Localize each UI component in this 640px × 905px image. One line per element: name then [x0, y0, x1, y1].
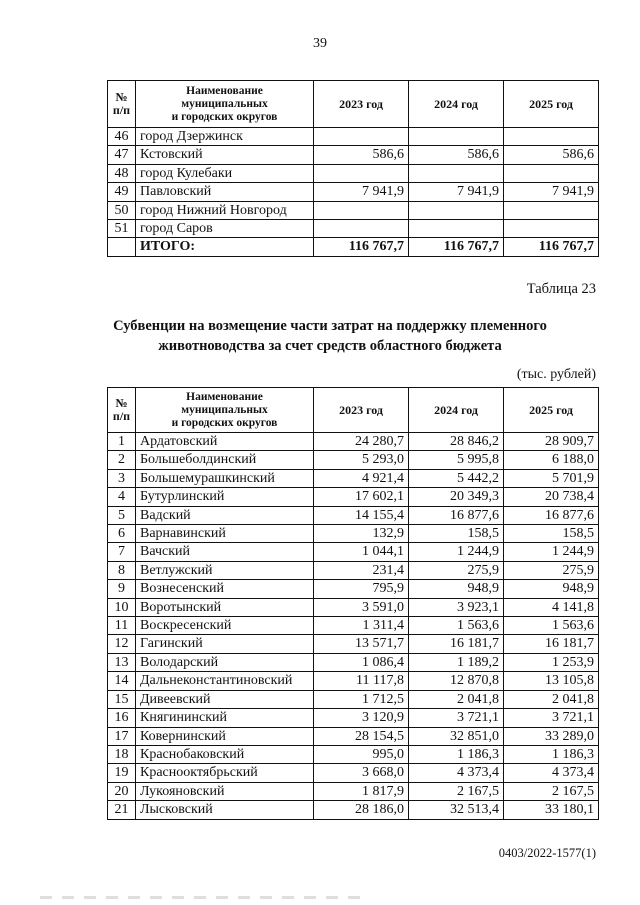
row-name: Вачский [136, 543, 314, 561]
row-value-2023: 1 086,4 [314, 653, 409, 671]
scan-bleed-through [40, 896, 360, 899]
row-value-2023 [314, 164, 409, 182]
row-value-2024: 586,6 [409, 146, 504, 164]
row-number: 1 [108, 433, 136, 451]
row-value-2023: 4 921,4 [314, 469, 409, 487]
table-row [108, 146, 599, 164]
row-value-2024: 2 167,5 [409, 782, 504, 800]
row-value-2024: 20 349,3 [409, 488, 504, 506]
table-header-row [108, 81, 599, 128]
row-number: 15 [108, 690, 136, 708]
header-name-line: и городских округов [171, 110, 278, 123]
row-number: 3 [108, 469, 136, 487]
row-value-2024: 3 923,1 [409, 598, 504, 616]
document-code: 0403/2022-1577(1) [498, 846, 596, 860]
row-value-2025: 28 909,7 [504, 433, 599, 451]
row-value-2024: 1 563,6 [409, 617, 504, 635]
header-name-line: Наименование [186, 390, 263, 403]
row-number: 7 [108, 543, 136, 561]
table-header-row [108, 388, 599, 433]
row-value-2023: 5 293,0 [314, 451, 409, 469]
row-number: 20 [108, 782, 136, 800]
row-name: Ардатовский [136, 433, 314, 451]
row-value-2025: 275,9 [504, 561, 599, 579]
table-row [108, 782, 599, 800]
row-value-2023: 14 155,4 [314, 506, 409, 524]
row-name: Павловский [136, 183, 314, 201]
units-label: (тыс. рублей) [516, 367, 596, 382]
row-value-2023: 231,4 [314, 561, 409, 579]
row-value-2023: 1 044,1 [314, 543, 409, 561]
table-row [108, 690, 599, 708]
table-row [108, 764, 599, 782]
row-value-2023 [314, 128, 409, 146]
header-2023: 2023 год [314, 81, 409, 128]
row-name: Лукояновский [136, 782, 314, 800]
header-num-line: п/п [112, 409, 131, 423]
header-name [136, 388, 314, 433]
row-value-2025 [504, 201, 599, 219]
table-row [108, 469, 599, 487]
header-name-line: муниципальных [181, 97, 268, 110]
row-value-2025: 158,5 [504, 525, 599, 543]
row-value-2023: 1 712,5 [314, 690, 409, 708]
table-row [108, 543, 599, 561]
row-number: 6 [108, 525, 136, 543]
row-value-2025: 4 373,4 [504, 764, 599, 782]
row-value-2023: 586,6 [314, 146, 409, 164]
row-value-2025: 1 186,3 [504, 745, 599, 763]
table-row [108, 488, 599, 506]
table-row [108, 617, 599, 635]
row-name: Дивеевский [136, 690, 314, 708]
row-number: 50 [108, 201, 136, 219]
row-number: 47 [108, 146, 136, 164]
row-value-2024: 4 373,4 [409, 764, 504, 782]
row-number: 51 [108, 220, 136, 238]
row-value-2023: 24 280,7 [314, 433, 409, 451]
row-name: Большемурашкинский [136, 469, 314, 487]
table-row [108, 598, 599, 616]
row-value-2023: 28 186,0 [314, 801, 409, 819]
table-label: Таблица 23 [526, 281, 596, 297]
table-row [108, 128, 599, 146]
row-value-2023: 3 120,9 [314, 709, 409, 727]
table-row [108, 525, 599, 543]
table-row [108, 745, 599, 763]
row-number: 2 [108, 451, 136, 469]
header-2025: 2025 год [504, 81, 599, 128]
row-value-2024 [409, 128, 504, 146]
row-value-2023: 7 941,9 [314, 183, 409, 201]
budget-table-continued [107, 80, 599, 257]
page-number: 39 [313, 36, 327, 51]
header-2023: 2023 год [314, 388, 409, 433]
table-row [108, 561, 599, 579]
row-number: 11 [108, 617, 136, 635]
header-num-line: № [115, 90, 128, 104]
row-value-2024: 3 721,1 [409, 709, 504, 727]
row-value-2025: 7 941,9 [504, 183, 599, 201]
row-name: Краснобаковский [136, 745, 314, 763]
row-value-2025: 16 181,7 [504, 635, 599, 653]
row-number: 8 [108, 561, 136, 579]
row-number: 46 [108, 128, 136, 146]
row-number: 16 [108, 709, 136, 727]
row-number: 48 [108, 164, 136, 182]
header-num [108, 388, 136, 433]
subvention-table [107, 387, 599, 820]
row-value-2025: 1 253,9 [504, 653, 599, 671]
table-row [108, 653, 599, 671]
total-2025: 116 767,7 [504, 238, 599, 256]
row-name: Гагинский [136, 635, 314, 653]
table-row [108, 672, 599, 690]
row-name: город Кулебаки [136, 164, 314, 182]
row-value-2024 [409, 201, 504, 219]
row-value-2024: 28 846,2 [409, 433, 504, 451]
row-number: 17 [108, 727, 136, 745]
row-value-2025: 3 721,1 [504, 709, 599, 727]
row-value-2025: 4 141,8 [504, 598, 599, 616]
row-name: город Дзержинск [136, 128, 314, 146]
total-num-cell [108, 238, 136, 256]
header-num [108, 81, 136, 128]
row-value-2024: 7 941,9 [409, 183, 504, 201]
row-number: 14 [108, 672, 136, 690]
table-title [60, 316, 600, 356]
row-value-2024: 12 870,8 [409, 672, 504, 690]
row-value-2023: 795,9 [314, 580, 409, 598]
table-row [108, 580, 599, 598]
row-number: 19 [108, 764, 136, 782]
header-name-line: Наименование [186, 84, 263, 97]
row-value-2025: 33 289,0 [504, 727, 599, 745]
row-value-2025: 5 701,9 [504, 469, 599, 487]
row-value-2025: 20 738,4 [504, 488, 599, 506]
header-num-line: № [115, 396, 128, 410]
total-2023: 116 767,7 [314, 238, 409, 256]
total-2024: 116 767,7 [409, 238, 504, 256]
row-value-2024: 1 189,2 [409, 653, 504, 671]
row-value-2025 [504, 220, 599, 238]
row-number: 9 [108, 580, 136, 598]
row-name: Воротынский [136, 598, 314, 616]
row-name: Володарский [136, 653, 314, 671]
row-name: Бутурлинский [136, 488, 314, 506]
header-2024: 2024 год [409, 388, 504, 433]
row-value-2023: 17 602,1 [314, 488, 409, 506]
row-number: 13 [108, 653, 136, 671]
row-value-2024: 158,5 [409, 525, 504, 543]
header-name [136, 81, 314, 128]
row-value-2023: 11 117,8 [314, 672, 409, 690]
header-name-line: и городских округов [171, 416, 278, 429]
table-row [108, 164, 599, 182]
row-value-2025: 2 167,5 [504, 782, 599, 800]
row-value-2025: 1 244,9 [504, 543, 599, 561]
table-row [108, 635, 599, 653]
table-row [108, 801, 599, 819]
table-row [108, 201, 599, 219]
row-name: Краснооктябрьский [136, 764, 314, 782]
header-2024: 2024 год [409, 81, 504, 128]
row-value-2024: 32 513,4 [409, 801, 504, 819]
row-value-2024: 5 995,8 [409, 451, 504, 469]
row-value-2024: 2 041,8 [409, 690, 504, 708]
header-2025: 2025 год [504, 388, 599, 433]
row-value-2025: 948,9 [504, 580, 599, 598]
row-value-2025: 33 180,1 [504, 801, 599, 819]
row-value-2025 [504, 128, 599, 146]
row-value-2025: 16 877,6 [504, 506, 599, 524]
row-value-2023: 1 817,9 [314, 782, 409, 800]
table-row [108, 183, 599, 201]
total-label: ИТОГО: [136, 238, 314, 256]
row-value-2024 [409, 164, 504, 182]
row-name: Ковернинский [136, 727, 314, 745]
row-value-2024: 16 877,6 [409, 506, 504, 524]
row-value-2024: 5 442,2 [409, 469, 504, 487]
row-number: 10 [108, 598, 136, 616]
row-name: Воскресенский [136, 617, 314, 635]
table-body [108, 128, 599, 238]
row-name: Вадский [136, 506, 314, 524]
row-number: 18 [108, 745, 136, 763]
row-value-2025: 586,6 [504, 146, 599, 164]
table-row [108, 451, 599, 469]
table-row [108, 506, 599, 524]
row-value-2024: 275,9 [409, 561, 504, 579]
table-row [108, 727, 599, 745]
row-value-2023: 3 668,0 [314, 764, 409, 782]
row-value-2023: 132,9 [314, 525, 409, 543]
row-value-2023 [314, 220, 409, 238]
row-name: Лысковский [136, 801, 314, 819]
total-row [108, 238, 599, 256]
table-body [108, 433, 599, 820]
row-number: 49 [108, 183, 136, 201]
row-value-2025 [504, 164, 599, 182]
row-value-2023: 1 311,4 [314, 617, 409, 635]
row-value-2024: 16 181,7 [409, 635, 504, 653]
row-name: Вознесенский [136, 580, 314, 598]
table-title-line: животноводства за счет средств областного бюджета [158, 338, 502, 354]
row-value-2024 [409, 220, 504, 238]
header-name-line: муниципальных [181, 403, 268, 416]
row-value-2025: 1 563,6 [504, 617, 599, 635]
row-number: 5 [108, 506, 136, 524]
table-title-line: Субвенции на возмещение части затрат на поддержку племенного [113, 318, 547, 334]
row-number: 21 [108, 801, 136, 819]
row-name: город Саров [136, 220, 314, 238]
row-name: Ветлужский [136, 561, 314, 579]
row-value-2024: 32 851,0 [409, 727, 504, 745]
row-value-2024: 948,9 [409, 580, 504, 598]
table-row [108, 433, 599, 451]
row-value-2025: 2 041,8 [504, 690, 599, 708]
row-number: 12 [108, 635, 136, 653]
row-value-2025: 13 105,8 [504, 672, 599, 690]
row-value-2023: 13 571,7 [314, 635, 409, 653]
row-name: город Нижний Новгород [136, 201, 314, 219]
row-value-2025: 6 188,0 [504, 451, 599, 469]
row-name: Большеболдинский [136, 451, 314, 469]
row-value-2024: 1 186,3 [409, 745, 504, 763]
row-number: 4 [108, 488, 136, 506]
row-value-2024: 1 244,9 [409, 543, 504, 561]
table-row [108, 220, 599, 238]
table-row [108, 709, 599, 727]
row-value-2023: 28 154,5 [314, 727, 409, 745]
row-name: Дальнеконстантиновский [136, 672, 314, 690]
row-value-2023 [314, 201, 409, 219]
row-value-2023: 3 591,0 [314, 598, 409, 616]
row-name: Княгининский [136, 709, 314, 727]
header-num-line: п/п [112, 103, 131, 117]
row-name: Кстовский [136, 146, 314, 164]
row-value-2023: 995,0 [314, 745, 409, 763]
row-name: Варнавинский [136, 525, 314, 543]
